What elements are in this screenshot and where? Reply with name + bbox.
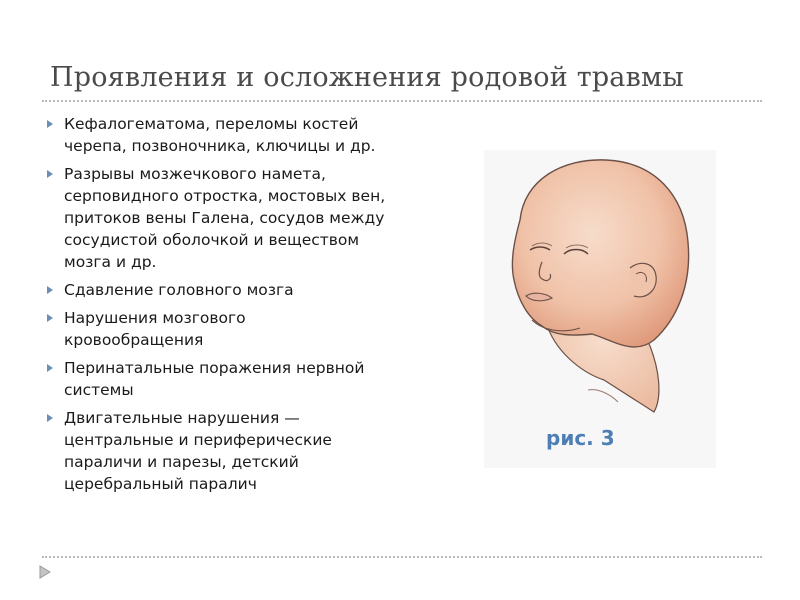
bullet-text: Сдавление головного мозга xyxy=(64,281,294,299)
infant-head-drawing xyxy=(484,150,716,468)
figure-caption: рис. 3 xyxy=(546,426,615,450)
list-item xyxy=(46,307,386,351)
bullet-text: Нарушения мозгового кровообращения xyxy=(64,309,246,349)
footer-divider xyxy=(42,556,762,558)
triangle-bullet-icon xyxy=(47,170,53,178)
triangle-bullet-icon xyxy=(47,314,53,322)
bullet-list xyxy=(46,113,386,501)
list-item xyxy=(46,113,386,157)
bullet-text: Кефалогематома, переломы костей черепа, позвоночника, ключицы и др. xyxy=(64,115,376,155)
title-divider xyxy=(42,100,762,102)
list-item xyxy=(46,407,386,495)
infant-head-illustration xyxy=(484,150,716,468)
triangle-bullet-icon xyxy=(47,414,53,422)
triangle-bullet-icon xyxy=(47,120,53,128)
list-item xyxy=(46,163,386,273)
triangle-bullet-icon xyxy=(47,286,53,294)
triangle-bullet-icon xyxy=(47,364,53,372)
bullet-text: Перинатальные поражения нервной системы xyxy=(64,359,365,399)
bullet-text: Двигательные нарушения — центральные и периферические параличи и парезы, детский церебральный паралич xyxy=(64,409,332,493)
bullet-text: Разрывы мозжечкового намета, серповидного отростка, мостовых вен, притоков вены Галена, сосудов между сосудистой оболочкой и веществом мозга и др. xyxy=(64,165,386,271)
list-item xyxy=(46,279,386,301)
list-item xyxy=(46,357,386,401)
previous-slide-arrow-icon[interactable] xyxy=(38,564,52,580)
slide-title: Проявления и осложнения родовой травмы xyxy=(50,62,684,93)
